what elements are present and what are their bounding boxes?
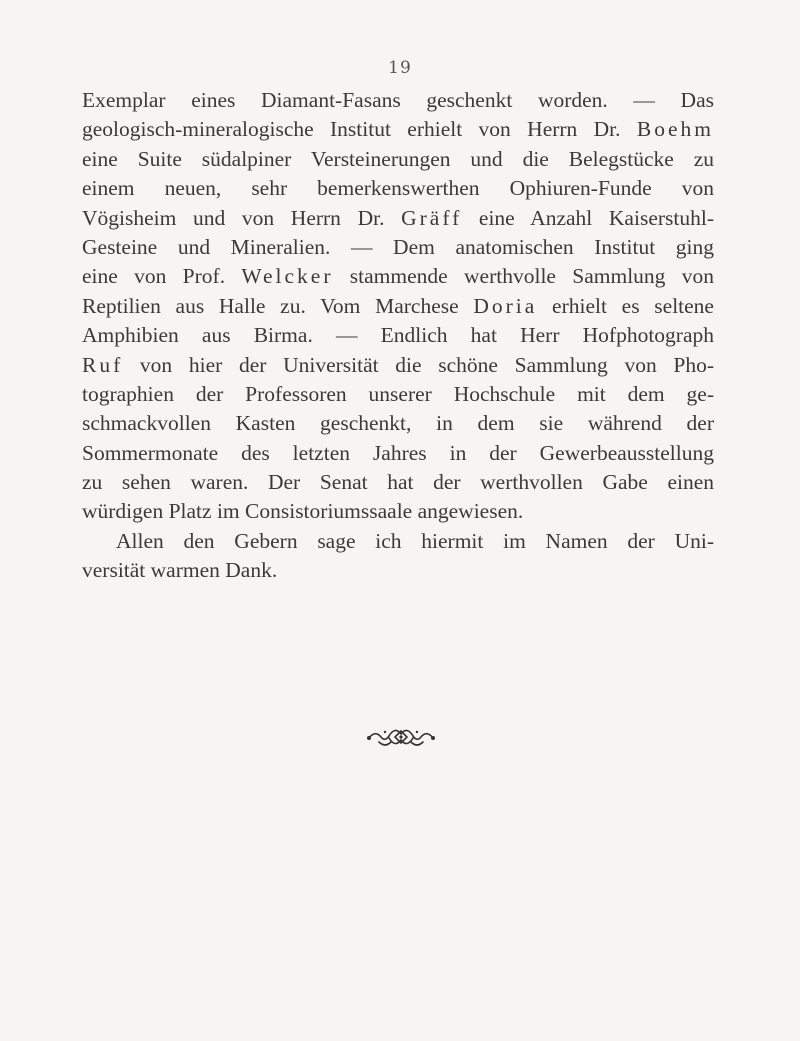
text-line: eine von Prof. Welcker stammende werthvolle Sammlung von <box>82 264 714 289</box>
text-line: tographien der Professoren unserer Hochschule mit dem ge- <box>82 381 714 406</box>
person-name: Gräff <box>401 205 463 230</box>
body-text <box>82 86 714 586</box>
person-name: Doria <box>473 293 538 318</box>
person-name: Welcker <box>241 264 334 289</box>
text-line: geologisch-mineralogische Institut erhielt von Herrn Dr. Boehm <box>82 117 714 142</box>
text-line: Exemplar eines Diamant-Fasans geschenkt worden. — Das <box>82 88 714 112</box>
page-number: 19 <box>388 58 412 78</box>
text-line: Ruf von hier der Universität die schöne Sammlung von Pho- <box>82 352 714 377</box>
text-line: Amphibien aus Birma. — Endlich hat Herr Hofphotograph <box>82 323 714 348</box>
text-line: eine Suite südalpiner Versteinerungen und die Belegstücke zu <box>82 146 714 171</box>
text-line: einem neuen, sehr bemerkenswerthen Ophiuren-Funde von <box>82 176 714 201</box>
text-line: würdigen Platz im Consistoriumssaale angewiesen. <box>82 499 524 524</box>
text-line: zu sehen waren. Der Senat hat der werthvollen Gabe einen <box>82 470 714 495</box>
text-line: Vögisheim und von Herrn Dr. Gräff eine Anzahl Kaiserstuhl- <box>82 205 714 230</box>
text-line: Sommermonate des letzten Jahres in der Gewerbeausstellung <box>82 440 714 465</box>
text-line: schmackvollen Kasten geschenkt, in dem sie während der <box>82 411 714 436</box>
person-name: Ruf <box>82 352 124 377</box>
text-line: Gesteine und Mineralien. — Dem anatomischen Institut ging <box>82 234 714 259</box>
decorative-ornament-icon <box>365 722 437 752</box>
decorative-ornament-icon <box>365 722 437 752</box>
person-name: Boehm <box>636 117 714 142</box>
text-line: Reptilien aus Halle zu. Vom Marchese Doria erhielt es seltene <box>82 293 714 318</box>
text-line: versität warmen Dank. <box>82 558 278 583</box>
text-line: Allen den Gebern sage ich hiermit im Namen der Uni- <box>116 528 714 553</box>
